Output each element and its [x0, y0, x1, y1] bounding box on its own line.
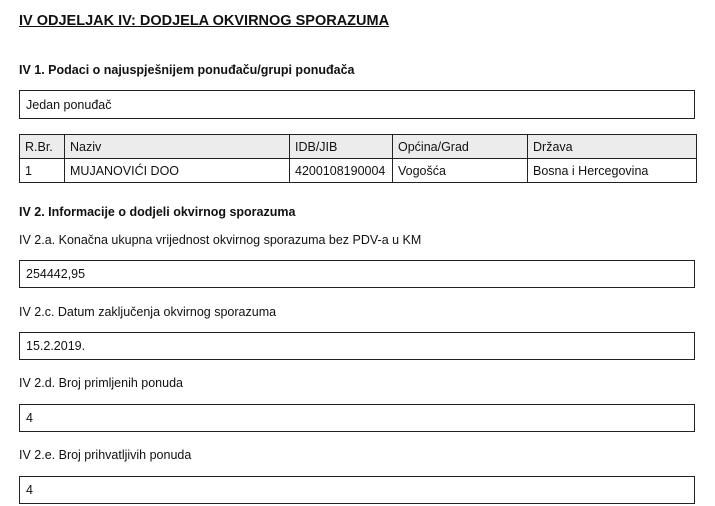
col-header-idb-jib: IDB/JIB [290, 135, 393, 159]
cell-drzava: Bosna i Hercegovina [528, 159, 697, 183]
bidder-type-field: Jedan ponuđač [19, 90, 695, 119]
table-row [20, 159, 697, 183]
section-1-heading: IV 1. Podaci o najuspješnijem ponuđaču/grupi ponuđača [19, 63, 355, 77]
received-bids-field: 4 [19, 404, 695, 432]
cell-opcina-grad: Vogošća [393, 159, 528, 183]
table-header-row [20, 135, 697, 159]
col-header-naziv: Naziv [65, 135, 290, 159]
contract-date-label: IV 2.c. Datum zaključenja okvirnog sporazuma [19, 305, 277, 319]
cell-naziv: MUJANOVIĆI DOO [65, 159, 290, 183]
received-bids-label: IV 2.d. Broj primljenih ponuda [19, 376, 183, 390]
col-header-drzava: Država [528, 135, 697, 159]
cell-idb-jib: 4200108190004 [290, 159, 393, 183]
col-header-opcina-grad: Općina/Grad [393, 135, 528, 159]
acceptable-bids-field: 4 [19, 476, 695, 504]
cell-rbr: 1 [20, 159, 65, 183]
total-value-field: 254442,95 [19, 260, 695, 288]
section-2-heading: IV 2. Informacije o dodjeli okvirnog sporazuma [19, 205, 296, 219]
total-value-label: IV 2.a. Konačna ukupna vrijednost okvirnog sporazuma bez PDV-a u KM [19, 233, 422, 247]
acceptable-bids-label: IV 2.e. Broj prihvatljivih ponuda [19, 448, 192, 462]
winner-table [19, 134, 697, 183]
section-title: IV ODJELJAK IV: DODJELA OKVIRNOG SPORAZUMA [19, 13, 390, 29]
col-header-rbr: R.Br. [20, 135, 65, 159]
contract-date-field: 15.2.2019. [19, 332, 695, 360]
